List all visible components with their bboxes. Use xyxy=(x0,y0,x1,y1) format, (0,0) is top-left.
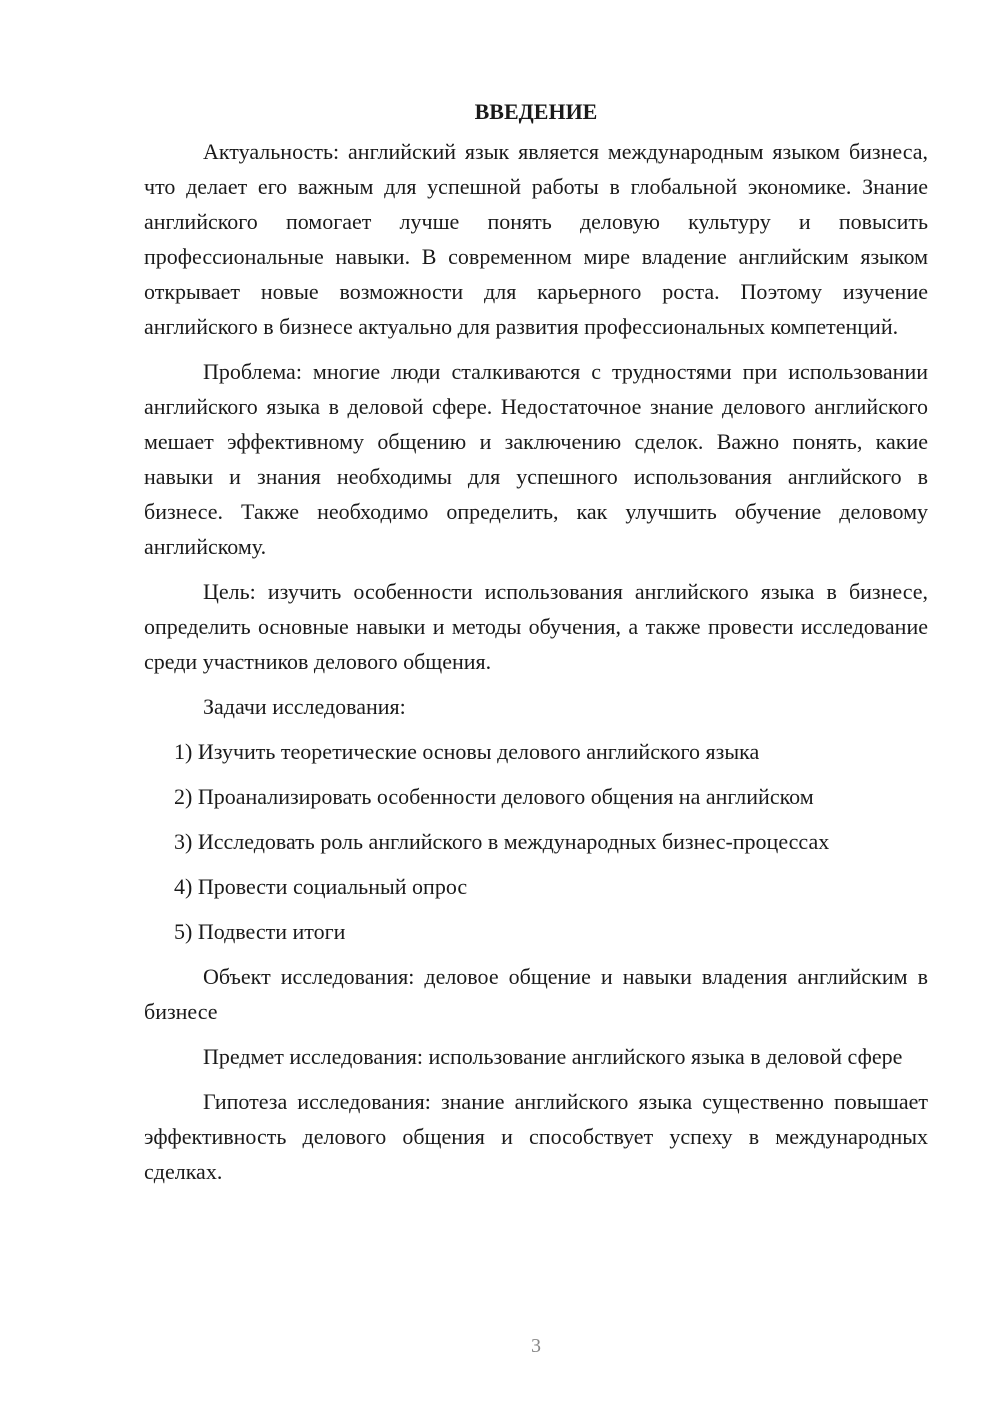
goal-paragraph: Цель: изучить особенности использования английского языка в бизнесе, определить основные навыки и методы обучения, а также провести исследование среди участников делового общения. xyxy=(144,579,928,674)
task-item-1: 1) Изучить теоретические основы делового английского языка xyxy=(174,739,760,764)
object-paragraph: Объект исследования: деловое общение и навыки владения английским в бизнесе xyxy=(144,964,928,1024)
problem-paragraph: Проблема: многие люди сталкиваются с трудностями при использовании английского языка в деловой сфере. Недостаточное знание делового английского мешает эффективному общению и заключению сделок. Важно понять, какие навыки и знания необходимы для успешного использования английского в бизнесе. Также необходимо определить, как улучшить обучение деловому английскому. xyxy=(144,359,928,559)
document-body xyxy=(144,96,928,1199)
task-item-4: 4) Провести социальный опрос xyxy=(174,874,468,899)
hypothesis-paragraph: Гипотеза исследования: знание английского языка существенно повышает эффективность делового общения и способствует успеху в международных сделках. xyxy=(144,1089,928,1184)
tasks-heading: Задачи исследования: xyxy=(203,694,406,719)
task-list xyxy=(144,734,928,949)
relevance-paragraph: Актуальность: английский язык является международным языком бизнеса, что делает его важным для успешной работы в глобальной экономике. Знание английского помогает лучше понять деловую культуру и повысить профессиональные навыки. В современном мире владение английским языком открывает новые возможности для карьерного роста. Поэтому изучение английского в бизнесе актуально для развития профессиональных компетенций. xyxy=(144,139,928,339)
task-item-3: 3) Исследовать роль английского в международных бизнес-процессах xyxy=(174,829,830,854)
page-number: 3 xyxy=(531,1335,541,1357)
task-item-2: 2) Проанализировать особенности делового общения на английском xyxy=(174,784,814,809)
subject-paragraph: Предмет исследования: использование английского языка в деловой сфере xyxy=(203,1044,903,1069)
task-item-5: 5) Подвести итоги xyxy=(174,919,346,944)
page-title: ВВЕДЕНИЕ xyxy=(474,99,598,124)
